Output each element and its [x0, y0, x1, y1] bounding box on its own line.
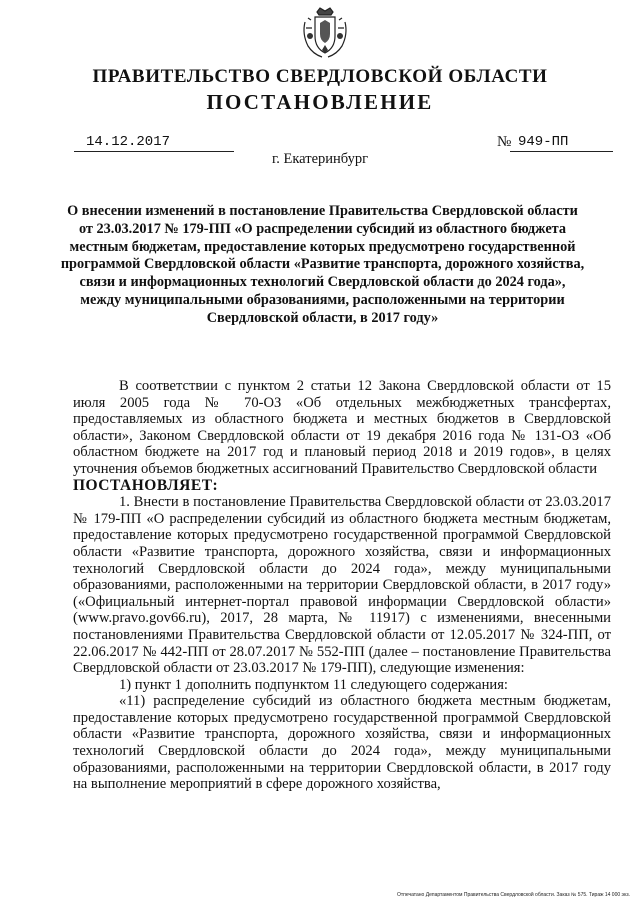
- document-body: [73, 378, 611, 793]
- document-type-title: ПОСТАНОВЛЕНИЕ: [206, 90, 434, 114]
- preamble-paragraph: В соответствии с пунктом 2 статьи 12 Закона Свердловской области от 15 июля 2005 года № 70-ОЗ «Об отдельных межбюджетных трансфертах, предоставляемых из областного бюджета и местных бюджетов в Свердловской области», Законом Свердловской области от 19 декабря 2016 года № 131-ОЗ «Об областном бюджете на 2017 год и плановый период 2018 и 2019 годов», в целях уточнения объемов бюджетных ассигнований Правительство Свердловской области: [73, 378, 611, 477]
- subitem-1-paragraph: 1) пункт 1 дополнить подпунктом 11 следующего содержания:: [119, 676, 508, 693]
- decrees-label: ПОСТАНОВЛЯЕТ:: [73, 476, 219, 494]
- coat-of-arms-emblem: [300, 6, 350, 60]
- document-number: 949-ПП: [518, 134, 569, 150]
- city-name: г. Екатеринбург: [271, 151, 369, 167]
- print-footer: Отпечатано Департаментом Правительства Свердловской области. Заказ № 575. Тираж 14 000 экз.: [397, 892, 630, 898]
- quoted-subitem-paragraph: «11) распределение субсидий из областного бюджета местным бюджетам, предоставление которых предусмотрено государственной программой Свердловской области «Развитие транспорта, дорожного хозяйства, связи и информационных технологий Свердловской области до 2024 года», между муниципальными образованиями, расположенными на территории Свердловской области, в 2017 году на выполнение мероприятий в сфере дорожного хозяйства,: [73, 693, 611, 793]
- item-1-paragraph: 1. Внести в постановление Правительства Свердловской области от 23.03.2017 № 179-ПП «О распределении субсидий из областного бюджета местным бюджетам, предоставление которых предусмотрено государственной программой Свердловской области «Развитие транспорта, дорожного хозяйства, связи и информационных технологий Свердловской области до 2024 года», между муниципальными образованиями, расположенными на территории Свердловской области, в 2017 году» («Официальный интернет-портал правовой информации Свердловской области» (www.pravo.gov66.ru), 2017, 28 марта, № 11917) с изменениями, внесенными постановлениями Правительства Свердловской области от 12.05.2017 № 324-ПП, от 22.06.2017 № 442-ПП от 28.07.2017 № 552-ПП (далее – постановление Правительства Свердловской области от 23.03.2017 № 179-ПП), следующие изменения:: [73, 494, 611, 677]
- number-sign: №: [497, 134, 512, 150]
- government-title: ПРАВИТЕЛЬСТВО СВЕРДЛОВСКОЙ ОБЛАСТИ: [92, 66, 548, 87]
- document-heading: О внесении изменений в постановление Правительства Свердловской области от 23.03.2017 № 179-ПП «О распределении субсидий из областного бюджета местным бюджетам, предоставление которых предусмотрено государственной программой Свердловской области «Развитие транспорта, дорожного хозяйства, связи и информационных технологий Свердловской области до 2024 года», между муниципальными образованиями, расположенными на территории Свердловской области, в 2017 году»: [60, 203, 585, 326]
- document-date: 14.12.2017: [86, 134, 171, 150]
